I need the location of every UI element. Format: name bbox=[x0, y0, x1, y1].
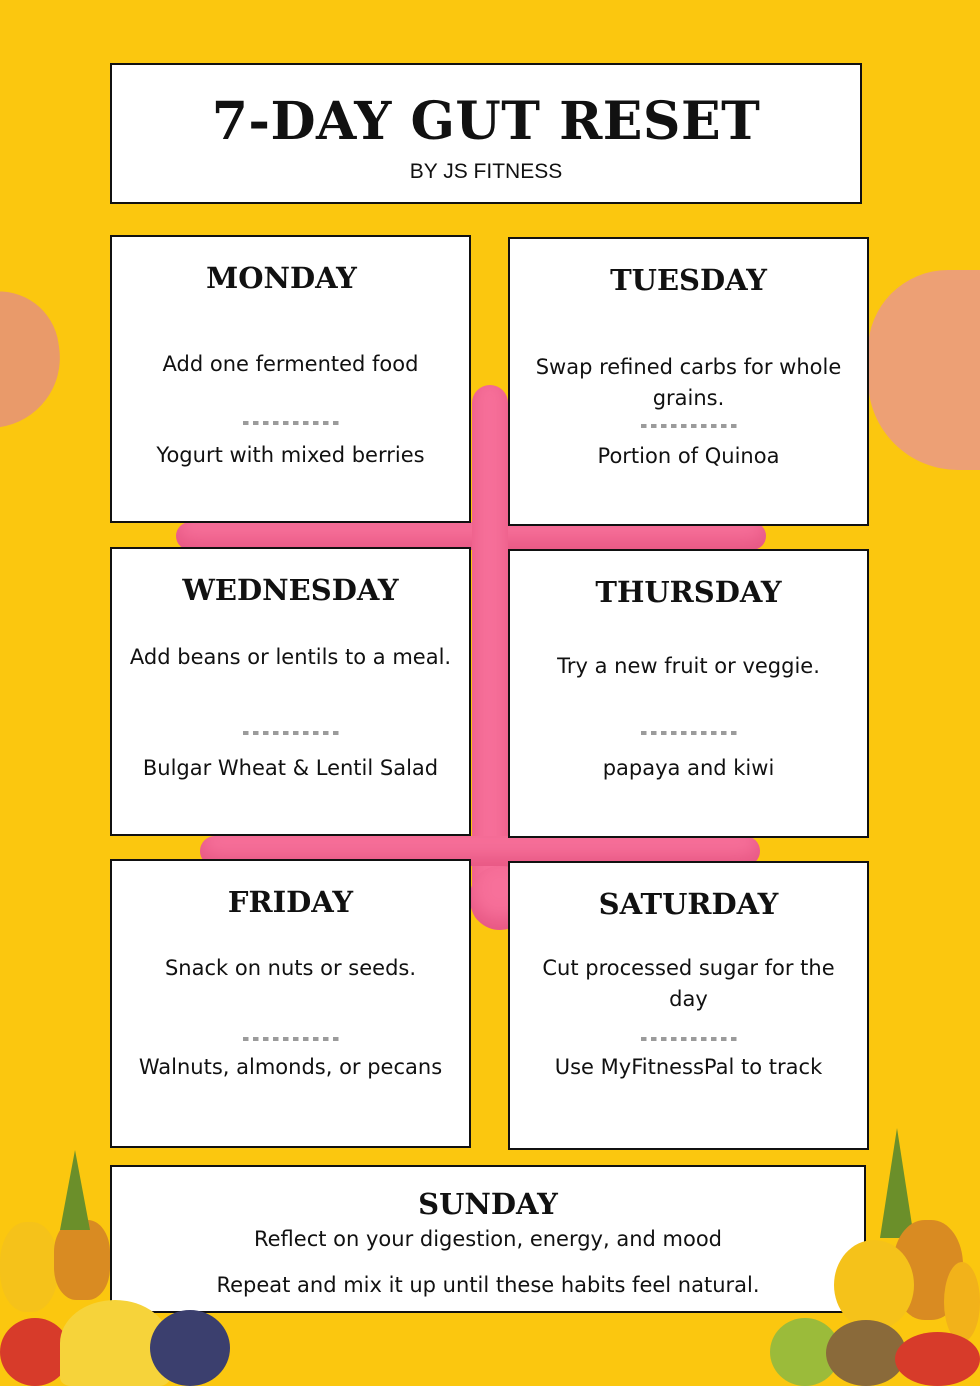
day-tip: Swap refined carbs for whole grains. bbox=[535, 355, 842, 410]
day-tip: Add one fermented food bbox=[162, 352, 419, 376]
page-title: 7-DAY GUT RESET bbox=[211, 91, 761, 152]
divider bbox=[641, 424, 737, 428]
divider bbox=[243, 731, 339, 735]
day-heading: THURSDAY bbox=[595, 575, 782, 609]
day-card-saturday bbox=[508, 861, 869, 1150]
day-card-monday bbox=[110, 235, 471, 523]
day-tip: Try a new fruit or veggie. bbox=[557, 654, 820, 678]
divider bbox=[641, 731, 737, 735]
day-card-friday bbox=[110, 859, 471, 1148]
day-tip: Add beans or lentils to a meal. bbox=[129, 645, 452, 669]
day-heading: TUESDAY bbox=[610, 263, 767, 297]
day-example: papaya and kiwi bbox=[602, 756, 775, 780]
day-heading: WEDNESDAY bbox=[182, 573, 399, 607]
day-card-sunday bbox=[110, 1165, 866, 1313]
right-hand-image bbox=[868, 270, 980, 470]
day-tip: Cut processed sugar for the day bbox=[542, 956, 835, 1011]
day-card-thursday bbox=[508, 549, 869, 838]
day-example: Bulgar Wheat & Lentil Salad bbox=[142, 756, 439, 780]
title-card bbox=[110, 63, 862, 204]
day-example: Use MyFitnessPal to track bbox=[554, 1055, 823, 1079]
day-card-tuesday bbox=[508, 237, 869, 526]
day-heading: SATURDAY bbox=[598, 887, 779, 921]
day-heading: SUNDAY bbox=[418, 1187, 558, 1221]
day-heading: MONDAY bbox=[206, 261, 357, 295]
sunday-note: Repeat and mix it up until these habits feel natural. bbox=[216, 1273, 760, 1297]
day-card-wednesday bbox=[110, 547, 471, 836]
page-subtitle: BY JS FITNESS bbox=[409, 160, 563, 183]
day-example: Portion of Quinoa bbox=[597, 444, 780, 468]
day-tip: Snack on nuts or seeds. bbox=[164, 956, 417, 980]
left-hand-image bbox=[0, 284, 69, 432]
day-example: Yogurt with mixed berries bbox=[156, 443, 425, 467]
day-heading: FRIDAY bbox=[227, 885, 354, 919]
divider bbox=[641, 1037, 737, 1041]
divider bbox=[243, 1037, 339, 1041]
sunday-tip: Reflect on your digestion, energy, and mood bbox=[253, 1227, 723, 1251]
day-example: Walnuts, almonds, or pecans bbox=[138, 1055, 443, 1079]
divider bbox=[243, 421, 339, 425]
